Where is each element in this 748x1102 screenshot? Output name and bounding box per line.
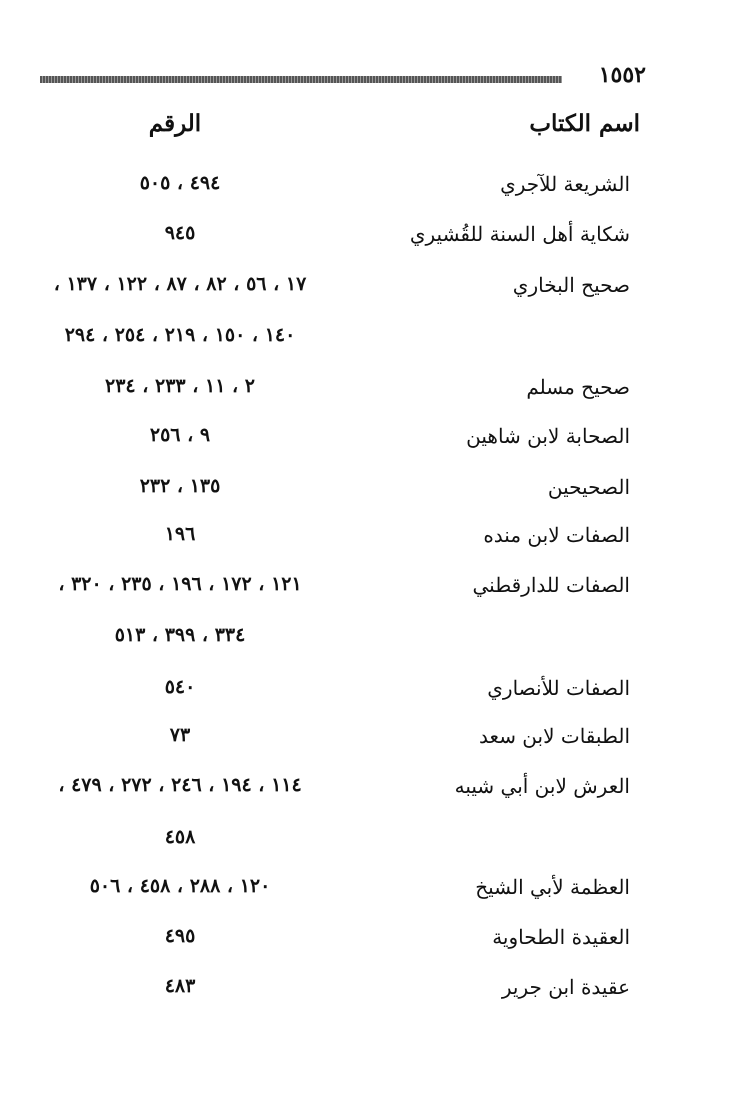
reference-numbers: ٥٤٠ [164,676,196,698]
reference-numbers: ١٧ ، ٥٦ ، ٨٢ ، ٨٧ ، ١٢٢ ، ١٣٧ ، [53,273,307,295]
reference-numbers: ٧٣ [169,724,191,746]
list-item [0,774,748,804]
reference-numbers: ١٤٠ ، ١٥٠ ، ٢١٩ ، ٢٥٤ ، ٢٩٤ [64,324,296,346]
reference-numbers: ١٣٥ ، ٢٣٢ [139,475,221,497]
header-book-name: اسم الكتاب [529,110,640,137]
list-item [0,324,748,354]
list-item [0,523,748,553]
reference-numbers: ١١٤ ، ١٩٤ ، ٢٤٦ ، ٢٧٢ ، ٤٧٩ ، [58,774,302,796]
reference-numbers: ٤٩٥ [164,925,196,947]
reference-numbers: ٤٨٣ [164,975,196,997]
book-name: العقيدة الطحاوية [492,925,630,949]
header-number: الرقم [148,110,202,137]
book-name: الصحابة لابن شاهين [466,424,630,448]
page-number: ١٥٥٢ [598,62,646,88]
list-item [0,875,748,905]
list-item [0,475,748,505]
list-item [0,624,748,654]
book-name: صحيح البخاري [512,273,630,297]
book-name: الطبقات لابن سعد [479,724,630,748]
list-item [0,676,748,706]
list-item [0,975,748,1005]
list-item [0,273,748,303]
book-name: الصفات للدارقطني [472,573,630,597]
reference-numbers: ٣٣٤ ، ٣٩٩ ، ٥١٣ [114,624,246,646]
reference-numbers: ٤٩٤ ، ٥٠٥ [139,172,221,194]
reference-numbers: ٤٥٨ [164,826,196,848]
list-item [0,172,748,202]
list-item [0,724,748,754]
list-item [0,573,748,603]
reference-numbers: ١٩٦ [164,523,196,545]
header-rule [40,76,562,83]
book-name: شكاية أهل السنة للقُشيري [409,222,630,246]
book-name: الصفات لابن منده [483,523,630,547]
reference-numbers: ١٢١ ، ١٧٢ ، ١٩٦ ، ٢٣٥ ، ٣٢٠ ، [58,573,302,595]
book-name: الشريعة للآجري [500,172,630,196]
list-item [0,375,748,405]
reference-numbers: ٩ ، ٢٥٦ [149,424,211,446]
book-name: عقيدة ابن جرير [501,975,630,999]
reference-numbers: ٢ ، ١١ ، ٢٣٣ ، ٢٣٤ [104,375,255,397]
book-name: العرش لابن أبي شيبه [454,774,630,798]
list-item [0,826,748,856]
reference-numbers: ١٢٠ ، ٢٨٨ ، ٤٥٨ ، ٥٠٦ [89,875,271,897]
reference-numbers: ٩٤٥ [164,222,196,244]
list-item [0,424,748,454]
book-name: الصفات للأنصاري [487,676,630,700]
list-item [0,925,748,955]
list-item [0,222,748,252]
book-name: الصحيحين [547,475,630,499]
book-name: صحيح مسلم [526,375,630,399]
book-name: العظمة لأبي الشيخ [475,875,630,899]
